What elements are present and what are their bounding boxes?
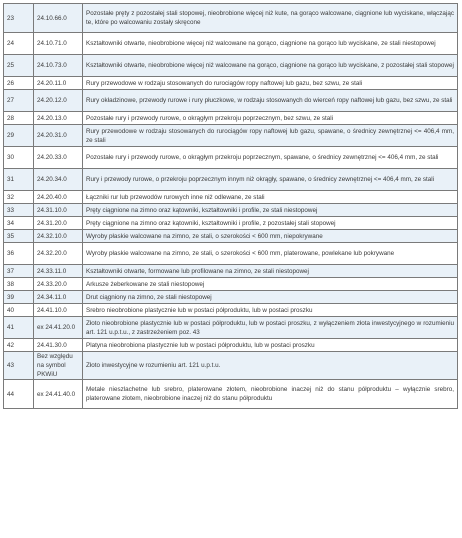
row-number-cell: 27 [4,90,34,112]
goods-description-cell: Pozostałe pręty z pozostałej stali stopowej, nieobrobione więcej niż kute, na gorąco walcowane, ciągnione lub wyciskane, włączając te, które po walcowaniu zostały skręcone [83,4,458,33]
pkwiu-code-cell: 24.20.33.0 [34,147,83,169]
table-row [4,191,458,204]
goods-description-cell: Metale nieszlachetne lub srebro, platerowane złotem, nieobrobione inaczej niż do stanu półproduktu – wyłącznie srebro, platerowane złotem, nieobrobione inaczej niż do stanu półproduktu [83,380,458,409]
row-number-cell: 24 [4,33,34,55]
row-number-cell: 28 [4,112,34,125]
table-row [4,90,458,112]
table-row [4,380,458,409]
row-number-cell: 36 [4,243,34,265]
pkwiu-code-cell: 24.33.20.0 [34,278,83,291]
table-row [4,147,458,169]
pkwiu-code-cell: 24.10.71.0 [34,33,83,55]
goods-description-cell: Złoto inwestycyjne w rozumieniu art. 121 u.p.t.u. [83,352,458,380]
table-row [4,204,458,217]
row-number-cell: 25 [4,55,34,77]
pkwiu-code-cell: 24.32.20.0 [34,243,83,265]
pkwiu-code-cell: 24.20.12.0 [34,90,83,112]
goods-description-cell: Pozostałe rury i przewody rurowe, o okrągłym przekroju poprzecznym, bez szwu, ze stali [83,112,458,125]
row-number-cell: 43 [4,352,34,380]
goods-description-cell: Łączniki rur lub przewodów rurowych inne niż odlewane, ze stali [83,191,458,204]
table-row [4,243,458,265]
goods-description-cell: Kształtowniki otwarte, nieobrobione więcej niż walcowane na gorąco, ciągnione na gorąco lub wyciskane, z pozostałej stali stopowej [83,55,458,77]
row-number-cell: 34 [4,217,34,230]
goods-description-cell: Kształtowniki otwarte, nieobrobione więcej niż walcowane na gorąco, ciągnione na gorąco lub wyciskane, ze stali niestopowej [83,33,458,55]
goods-description-cell: Złoto nieobrobione plastycznie lub w postaci półproduktu, lub w postaci proszku, z wyłączeniem złota inwestycyjnego w rozumieniu art. 121 u.p.t.u., z zastrzeżeniem poz. 43 [83,317,458,339]
table-row [4,352,458,380]
pkwiu-code-cell: Bez względu na symbol PKWiU [34,352,83,380]
goods-description-cell: Rury okładzinowe, przewody rurowe i rury płuczkowe, w rodzaju stosowanych do wierceń ropy naftowej lub gazu, bez szwu, ze stali [83,90,458,112]
pkwiu-code-cell: 24.41.10.0 [34,304,83,317]
table-row [4,112,458,125]
pkwiu-code-cell: 24.20.31.0 [34,125,83,147]
table-row [4,169,458,191]
pkwiu-code-cell: 24.34.11.0 [34,291,83,304]
table-row [4,317,458,339]
table-row [4,304,458,317]
row-number-cell: 37 [4,265,34,278]
pkwiu-code-cell: 24.20.40.0 [34,191,83,204]
goods-description-cell: Wyroby płaskie walcowane na zimno, ze stali, o szerokości < 600 mm, platerowane, powlekane lub pokrywane [83,243,458,265]
table-row [4,291,458,304]
goods-description-cell: Wyroby płaskie walcowane na zimno, ze stali, o szerokości < 600 mm, niepokrywane [83,230,458,243]
pkwiu-code-cell: 24.20.11.0 [34,77,83,90]
row-number-cell: 30 [4,147,34,169]
row-number-cell: 42 [4,339,34,352]
row-number-cell: 44 [4,380,34,409]
table-row [4,278,458,291]
pkwiu-code-cell: 24.31.20.0 [34,217,83,230]
pkwiu-code-cell: 24.33.11.0 [34,265,83,278]
row-number-cell: 35 [4,230,34,243]
table-row [4,217,458,230]
row-number-cell: 32 [4,191,34,204]
goods-description-cell: Pręty ciągnione na zimno oraz kątowniki, kształtowniki i profile, z pozostałej stali stopowej [83,217,458,230]
row-number-cell: 38 [4,278,34,291]
goods-description-cell: Pozostałe rury i przewody rurowe, o okrągłym przekroju poprzecznym, spawane, o średnicy zewnętrznej <= 406,4 mm, ze stali [83,147,458,169]
pkwiu-code-cell: 24.41.30.0 [34,339,83,352]
row-number-cell: 39 [4,291,34,304]
table-row [4,4,458,33]
goods-description-cell: Pręty ciągnione na zimno oraz kątowniki, kształtowniki i profile, ze stali niestopowej [83,204,458,217]
table-row [4,33,458,55]
pkwiu-code-cell: 24.31.10.0 [34,204,83,217]
table-row [4,125,458,147]
goods-description-cell: Arkusze żeberkowane ze stali niestopowej [83,278,458,291]
row-number-cell: 29 [4,125,34,147]
table-row [4,77,458,90]
row-number-cell: 26 [4,77,34,90]
row-number-cell: 41 [4,317,34,339]
pkwiu-code-cell: ex 24.41.20.0 [34,317,83,339]
goods-description-cell: Drut ciągniony na zimno, ze stali niestopowej [83,291,458,304]
pkwiu-code-cell: 24.20.13.0 [34,112,83,125]
table-row [4,339,458,352]
goods-description-cell: Rury przewodowe w rodzaju stosowanych do rurociągów ropy naftowej lub gazu, bez szwu, ze stali [83,77,458,90]
pkwiu-code-cell: 24.32.10.0 [34,230,83,243]
table-row [4,230,458,243]
table-body [4,4,458,409]
table-row [4,55,458,77]
pkwiu-code-cell: ex 24.41.40.0 [34,380,83,409]
row-number-cell: 40 [4,304,34,317]
pkwiu-code-cell: 24.10.73.0 [34,55,83,77]
pkwiu-table [3,3,458,409]
row-number-cell: 23 [4,4,34,33]
goods-description-cell: Rury i przewody rurowe, o przekroju poprzecznym innym niż okrągły, spawane, o średnicy zewnętrznej <= 406,4 mm, ze stali [83,169,458,191]
row-number-cell: 31 [4,169,34,191]
row-number-cell: 33 [4,204,34,217]
pkwiu-code-cell: 24.20.34.0 [34,169,83,191]
goods-description-cell: Platyna nieobrobiona plastycznie lub w postaci półproduktu, lub w postaci proszku [83,339,458,352]
goods-description-cell: Srebro nieobrobione plastycznie lub w postaci półproduktu, lub w postaci proszku [83,304,458,317]
goods-description-cell: Kształtowniki otwarte, formowane lub profilowane na zimno, ze stali niestopowej [83,265,458,278]
pkwiu-code-cell: 24.10.66.0 [34,4,83,33]
table-row [4,265,458,278]
goods-description-cell: Rury przewodowe w rodzaju stosowanych do rurociągów ropy naftowej lub gazu, spawane, o średnicy zewnętrznej <= 406,4 mm, ze stali [83,125,458,147]
